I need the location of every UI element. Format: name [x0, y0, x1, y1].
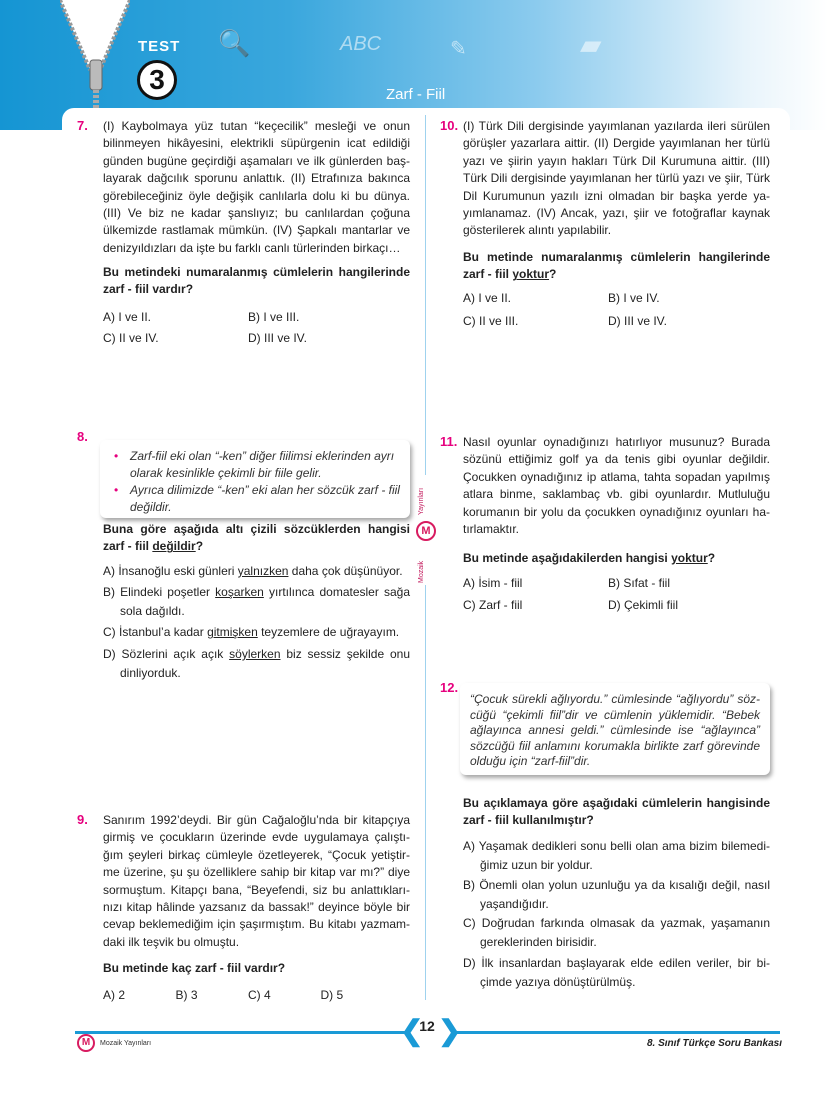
- option-b[interactable]: [103, 584, 410, 621]
- text-line: (I) Türk Dili dergisinde yayımlanan yazılarda ileri sürülen: [463, 119, 770, 133]
- text-segment: Bu açıklamaya göre aşağıdaki cümlelerin hangisinde: [463, 796, 770, 810]
- section-title: Zarf - Fiil: [386, 86, 446, 103]
- option-line: [103, 646, 410, 665]
- page-number: 12: [419, 1018, 435, 1034]
- question-number: 11.: [440, 434, 458, 449]
- option-a[interactable]: A) I ve II.: [103, 310, 152, 324]
- text-segment: B) Önemli olan yolun uzunluğu ya da kısalığı değil, nasıl: [463, 878, 770, 892]
- info-line: olduğu için “zarf-fiil”dir.: [470, 754, 591, 769]
- right-bracket-icon: ❯: [438, 1015, 462, 1046]
- prompt-line: [103, 538, 410, 555]
- side-logo-bottom-text: Mozaik: [418, 560, 425, 583]
- side-publisher-logo: [414, 475, 438, 585]
- notepad-icon: ▰: [580, 29, 602, 60]
- pencil-icon: ✎: [450, 38, 467, 60]
- mozaik-logo-icon: M: [77, 1034, 95, 1052]
- left-bracket-icon: ❮: [400, 1015, 424, 1046]
- text-line: daki ilk teşvik bu olmuştu.: [103, 934, 240, 949]
- text-line: yımlanamaz. (IV) Ancak, yazı, şiir ve fotoğraflar kaynak: [463, 205, 770, 220]
- text-line: sormuştum. Kitapçı bana, “Beyefendi, siz bu anlattıkları-: [103, 882, 410, 897]
- option-d[interactable]: D) 5: [320, 988, 344, 1002]
- text-line: görüşler yazarlara aittir. (II) Dergide yayımlanan her türlü: [463, 136, 770, 151]
- option-line: [463, 974, 770, 993]
- text-line: Türk Dili dergisinde yayımlanan her türlü yazı ve şiir, Türk: [463, 171, 770, 186]
- prompt-line: [463, 812, 770, 829]
- text-line: girmiş ve çocukların üzerinde evde uygulamaya çalıştı-: [103, 830, 410, 845]
- info-box: [460, 683, 770, 775]
- publisher-name: Mozaik Yayınları: [100, 1040, 152, 1047]
- text-line: (I) Kaybolmaya yüz tutan “keçecilik” mesleği ve onun: [103, 119, 410, 133]
- info-line: “Çocuk sürekli ağlıyordu.” cümlesinde “ağlıyordu” söz-: [470, 692, 760, 706]
- text-line: atlara binme, saklambaç vb. gibi oyunlardır. Mutluluğu: [463, 487, 770, 502]
- text-line: bilinmeyen hikâyesini, elektrikli süpürgenin icat edildiği: [103, 136, 410, 151]
- option-line: [463, 934, 770, 953]
- option-a[interactable]: A) 2: [103, 988, 126, 1002]
- zipper-icon: [60, 0, 130, 110]
- prompt-line: [103, 264, 410, 281]
- question-prompt: [103, 264, 410, 299]
- info-line: ağlayınca annesi geldi.” cümlesinde ise “ağlayınca”: [470, 723, 760, 738]
- underlined-word: söylerken: [229, 647, 281, 661]
- option-b[interactable]: B) I ve IV.: [608, 291, 660, 305]
- text-segment: D) Sözlerini açık açık: [103, 647, 230, 661]
- option-d[interactable]: [103, 646, 410, 683]
- footer-rule: [452, 1031, 780, 1034]
- text-segment: sola dağıldı.: [120, 603, 185, 618]
- text-line: cevap beklemediğim için şaşırmıştım. Bu kitabı yazmam-: [103, 917, 410, 932]
- option-line: [463, 896, 770, 915]
- text-segment: Bu metinde aşağıdakilerden hangisi: [463, 551, 672, 565]
- text-segment: yaşandığıdır.: [480, 896, 549, 911]
- text-segment: A) İnsanoğlu eski günleri: [103, 564, 238, 578]
- info-bullet: • Zarf-fiil eki olan “-ken” diğer fiilimsi eklerinden ayrı olarak kesinlikle çekimli bir fiile gelir.: [110, 448, 400, 482]
- question-number: 9.: [77, 812, 88, 827]
- text-segment: C) İstanbul’a kadar: [103, 625, 208, 639]
- text-segment: zarf - fiil vardır?: [103, 282, 194, 297]
- info-line: sözcüğü fiil anlamını korumakla birlikte zarf görevinde: [470, 738, 760, 753]
- mozaik-logo-icon: M: [416, 521, 436, 541]
- question-number: 10.: [440, 118, 459, 133]
- prompt-line: [103, 521, 410, 538]
- text-line: sözünü ettiğimiz golf ya da tenis gibi oyunlar değildir.: [463, 452, 770, 467]
- option-line: [463, 955, 770, 974]
- question-number: 12.: [440, 680, 459, 695]
- question-prompt: [463, 249, 770, 284]
- text-line: yazı ve şiirin yayın hakları Türk Dil Kurumuna aittir. (III): [463, 153, 770, 168]
- text-line: günden bugüne geçirdiği aşamaları ve ilk günlerden baş-: [103, 153, 410, 168]
- magnifier-icon: 🔍: [218, 28, 251, 58]
- option-line: [103, 665, 410, 684]
- text-segment: zarf - fiil: [463, 267, 513, 282]
- text-segment: ?: [195, 539, 204, 554]
- option-d[interactable]: [463, 955, 770, 992]
- option-line: [463, 838, 770, 857]
- option-line: [463, 877, 770, 896]
- text-segment: çimde yazıya dönüştürülmüş.: [480, 974, 636, 989]
- underlined-word: yalnızken: [237, 564, 289, 578]
- question-text: [463, 434, 770, 538]
- text-segment: ?: [549, 267, 557, 282]
- text-segment: teyzemlere de uğrayayım.: [257, 625, 400, 639]
- question-number: 8.: [77, 429, 88, 444]
- side-logo-top-text: Yayınları: [418, 487, 425, 515]
- option-c[interactable]: [463, 915, 770, 952]
- text-line: denizyıldızları da işte bu farklı canlı türlerinden birkaçı…: [103, 240, 401, 255]
- option-a[interactable]: A) İsim - fiil: [463, 576, 523, 590]
- text-line: ülkemizde rastlamak mümkün. (IV) Şapkalı mantarlar ve: [103, 223, 410, 238]
- option-b[interactable]: B) I ve III.: [248, 310, 300, 324]
- text-segment: Bu metindeki numaralanmış cümlelerin hangilerinde: [103, 265, 410, 279]
- prompt-line: [103, 281, 410, 298]
- text-line: gösterilerek alıntı yapılabilir.: [463, 223, 612, 238]
- text-segment: gereklerinden birisidir.: [480, 934, 597, 949]
- option-d[interactable]: D) Çekimli fiil: [608, 598, 678, 612]
- question-prompt: [463, 550, 770, 567]
- option-a[interactable]: [463, 838, 770, 875]
- question-number: 7.: [77, 118, 88, 133]
- text-line: ğım şeyleri birkaç cümleyle özetleyerek, “Çocuk yetiştir-: [103, 847, 410, 862]
- text-line: görebileceğiniz öyle değişik canlılarla dolu ki bu dünya.: [103, 188, 410, 203]
- option-d[interactable]: D) III ve IV.: [248, 331, 307, 345]
- text-segment: Buna göre aşağıda altı çizili sözcüklerden hangisi: [103, 522, 410, 536]
- prompt-line: [463, 550, 770, 567]
- option-line: [103, 563, 410, 582]
- text-line: korumanın bir yolu da çocukken oynadığınız oyunları ha-: [463, 504, 770, 519]
- text-segment: Bu metinde numaralanmış cümlelerin hangilerinde: [463, 250, 770, 264]
- text-segment: daha çok düşünüyor.: [288, 564, 403, 578]
- underlined-word: gitmişken: [207, 625, 258, 639]
- option-b[interactable]: [463, 877, 770, 914]
- text-segment: zarf - fiil: [103, 539, 153, 554]
- text-line: layarak dağcılık sporunu anlattık. (II) Etrafınıza bakınca: [103, 171, 410, 186]
- underlined-word: yoktur: [671, 551, 708, 565]
- underlined-word: yoktur: [512, 267, 550, 282]
- prompt-line: [463, 266, 770, 283]
- prompt-line: [463, 249, 770, 266]
- option-line: [463, 857, 770, 876]
- option-b[interactable]: B) 3: [175, 988, 198, 1002]
- question-prompt: [103, 960, 410, 977]
- question-text: [463, 118, 770, 240]
- question-prompt: [103, 521, 410, 556]
- option-line: [103, 603, 410, 622]
- info-line: cüğü “çekimli fiil”dir ve cümlenin yüklemidir. “Bebek: [470, 707, 760, 722]
- question-prompt: [463, 795, 770, 830]
- text-segment: B) Elindeki poşetler: [103, 585, 216, 599]
- option-line: [463, 915, 770, 934]
- test-number-badge: 3: [137, 60, 177, 100]
- underlined-word: değildir: [152, 539, 196, 554]
- text-line: Çocukken oynadığınız ip atlama, tahta sopadan yapılmış: [463, 469, 770, 484]
- text-line: me üzerine, şu şu özelliklere sahip bir kitap var mı?” diye: [103, 865, 410, 880]
- text-line: (III) Ve biz ne kadar şanslıyız; bu canlılardan çoğuna: [103, 205, 410, 220]
- text-segment: ğimiz uzun bir yoldur.: [480, 857, 593, 872]
- option-line: [103, 624, 410, 643]
- text-segment: biz sessiz şekilde onu: [280, 647, 410, 661]
- text-segment: C) Doğrudan farkında olmasak da yazmak, yaşamanın: [463, 916, 770, 930]
- prompt-line: [103, 960, 410, 977]
- text-line: Dil Kurumunun yazılı izni olmadan bir başka yerde ya-: [463, 188, 770, 203]
- book-title: 8. Sınıf Türkçe Soru Bankası: [646, 1038, 782, 1049]
- info-box: [100, 440, 410, 518]
- question-text: [103, 118, 410, 257]
- option-d[interactable]: D) III ve IV.: [608, 314, 667, 328]
- question-text: [103, 812, 410, 951]
- option-a[interactable]: A) I ve II.: [463, 291, 512, 305]
- option-line: [103, 584, 410, 603]
- option-a[interactable]: [103, 563, 410, 582]
- text-line: Sanırım 1992’deydi. Bir gün Cağaloğlu’nda bir kitapçıya: [103, 813, 410, 827]
- underlined-word: koşarken: [215, 585, 264, 599]
- text-segment: A) Yaşamak dedikleri sonu belli olan ama bizim bilemedi-: [463, 839, 770, 853]
- text-line: tırlamaktır.: [463, 521, 520, 536]
- option-c[interactable]: [103, 624, 410, 643]
- option-b[interactable]: B) Sıfat - fiil: [608, 576, 671, 590]
- text-segment: Bu metinde kaç zarf - fiil vardır?: [103, 961, 286, 975]
- text-segment: zarf - fiil kullanılmıştır?: [463, 813, 594, 828]
- option-c[interactable]: C) 4: [248, 988, 271, 1002]
- text-line: Nasıl oyunlar oynadığınızı hatırlıyor musunuz? Burada: [463, 435, 770, 449]
- option-c[interactable]: C) II ve IV.: [103, 331, 159, 345]
- text-segment: ?: [707, 551, 716, 565]
- option-c[interactable]: C) II ve III.: [463, 314, 519, 328]
- test-label: TEST: [138, 38, 181, 55]
- option-c[interactable]: C) Zarf - fiil: [463, 598, 523, 612]
- footer-rule: [75, 1031, 405, 1034]
- text-segment: dinliyorduk.: [120, 665, 181, 680]
- abc-decoration: ABC: [340, 33, 382, 55]
- text-segment: D) İlk insanlardan başlayarak elde edilen veriler, bir bi-: [463, 956, 770, 970]
- info-bullet: • Ayrıca dilimizde “-ken” eki alan her sözcük zarf - fiil değildir.: [110, 482, 400, 516]
- text-line: nızı kitap hâlinde yazsanız da bassak!” deyince böyle bir: [103, 899, 410, 914]
- prompt-line: [463, 795, 770, 812]
- text-segment: yırtılınca domatesler sağa: [263, 585, 410, 599]
